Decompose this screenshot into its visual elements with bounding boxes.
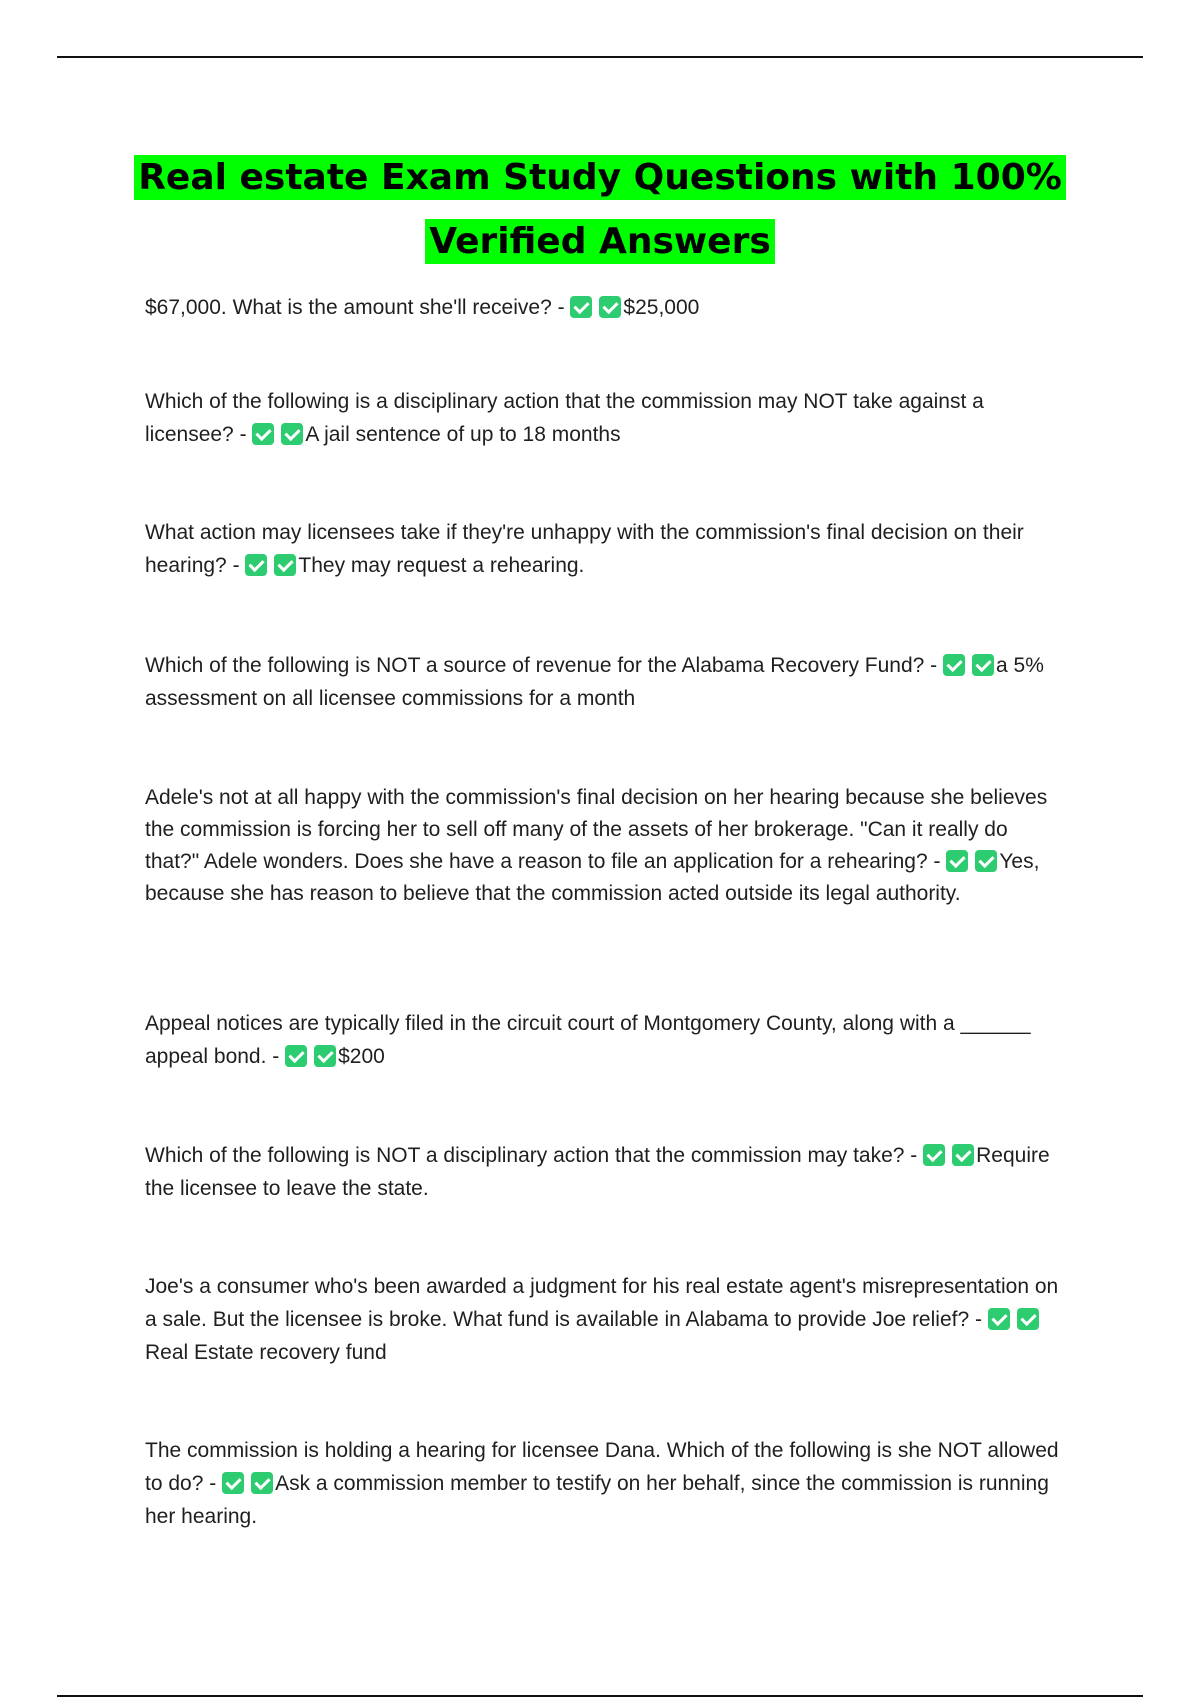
check-mark-icon [988, 1308, 1010, 1330]
separator: - [904, 1144, 924, 1167]
question-text: Adele's not at all happy with the commission's final decision on her hearing because she believes the commission is forcing her to sell off many of the assets of her brokerage. "Can it really do that?" Adele wonders. Does she have a reason to file an application for a rehearing? [145, 786, 1048, 873]
qa-item [145, 1434, 1065, 1533]
qa-item [145, 291, 1065, 324]
qa-item [145, 782, 1065, 910]
separator: - [266, 1045, 286, 1068]
qa-item [145, 385, 1065, 451]
question-text: The commission is holding a hearing for licensee Dana. Which of the following is she NOT allowed to do? [145, 1439, 1059, 1495]
separator: - [203, 1472, 223, 1495]
qa-item [145, 649, 1065, 715]
check-mark-icon [245, 554, 267, 576]
check-mark-icon [570, 296, 592, 318]
separator: - [927, 850, 947, 873]
answer-text: Require the licensee to leave the state. [145, 1144, 1050, 1200]
qa-item [145, 516, 1065, 582]
check-mark-icon [281, 423, 303, 445]
answer-text: They may request a rehearing. [298, 554, 585, 577]
bottom-divider [57, 1695, 1143, 1697]
separator: - [233, 423, 253, 446]
check-mark-icon [274, 554, 296, 576]
check-mark-icon [251, 1472, 273, 1494]
question-text: What action may licensees take if they're unhappy with the commission's final decision on their hearing? [145, 521, 1024, 577]
check-mark-icon [314, 1045, 336, 1067]
separator: - [924, 654, 944, 677]
answer-text: Ask a commission member to testify on her behalf, since the commission is running her hearing. [145, 1472, 1049, 1528]
answer-text: Yes, because she has reason to believe that the commission acted outside its legal authority. [145, 850, 1040, 905]
answer-text: $25,000 [623, 296, 700, 319]
answer-text: A jail sentence of up to 18 months [305, 423, 621, 446]
check-mark-icon [252, 423, 274, 445]
check-mark-icon [923, 1144, 945, 1166]
answer-text: a 5% assessment on all licensee commissions for a month [145, 654, 1044, 710]
check-mark-icon [946, 850, 968, 872]
check-mark-icon [975, 850, 997, 872]
answer-text: $200 [338, 1045, 385, 1068]
question-text: Which of the following is NOT a source of revenue for the Alabama Recovery Fund? [145, 654, 925, 677]
check-mark-icon [285, 1045, 307, 1067]
check-mark-icon [1017, 1308, 1039, 1330]
separator: - [969, 1308, 988, 1331]
separator: - [551, 296, 571, 319]
qa-item [145, 1270, 1065, 1369]
qa-item [145, 1139, 1065, 1205]
check-mark-icon [222, 1472, 244, 1494]
title-highlight: Real estate Exam Study Questions with 100% Verified Answers [134, 155, 1066, 264]
answer-text: Real Estate recovery fund [145, 1341, 387, 1364]
question-text: Joe's a consumer who's been awarded a judgment for his real estate agent's misrepresentation on a sale. But the licensee is broke. What fund is available in Alabama to provide Joe relief? [145, 1275, 1059, 1331]
check-mark-icon [972, 654, 994, 676]
check-mark-icon [943, 654, 965, 676]
check-mark-icon [599, 296, 621, 318]
question-text: $67,000. What is the amount she'll receive? [145, 296, 552, 319]
qa-item [145, 1007, 1065, 1073]
check-mark-icon [952, 1144, 974, 1166]
separator: - [226, 554, 246, 577]
question-text: Which of the following is NOT a disciplinary action that the commission may take? [145, 1144, 905, 1167]
question-text: Which of the following is a disciplinary action that the commission may NOT take against a licensee? [145, 390, 984, 446]
question-text: Appeal notices are typically filed in the circuit court of Montgomery County, along with a ______ appeal bond. [145, 1012, 1031, 1068]
top-divider [57, 56, 1143, 58]
page-title [60, 146, 1140, 274]
